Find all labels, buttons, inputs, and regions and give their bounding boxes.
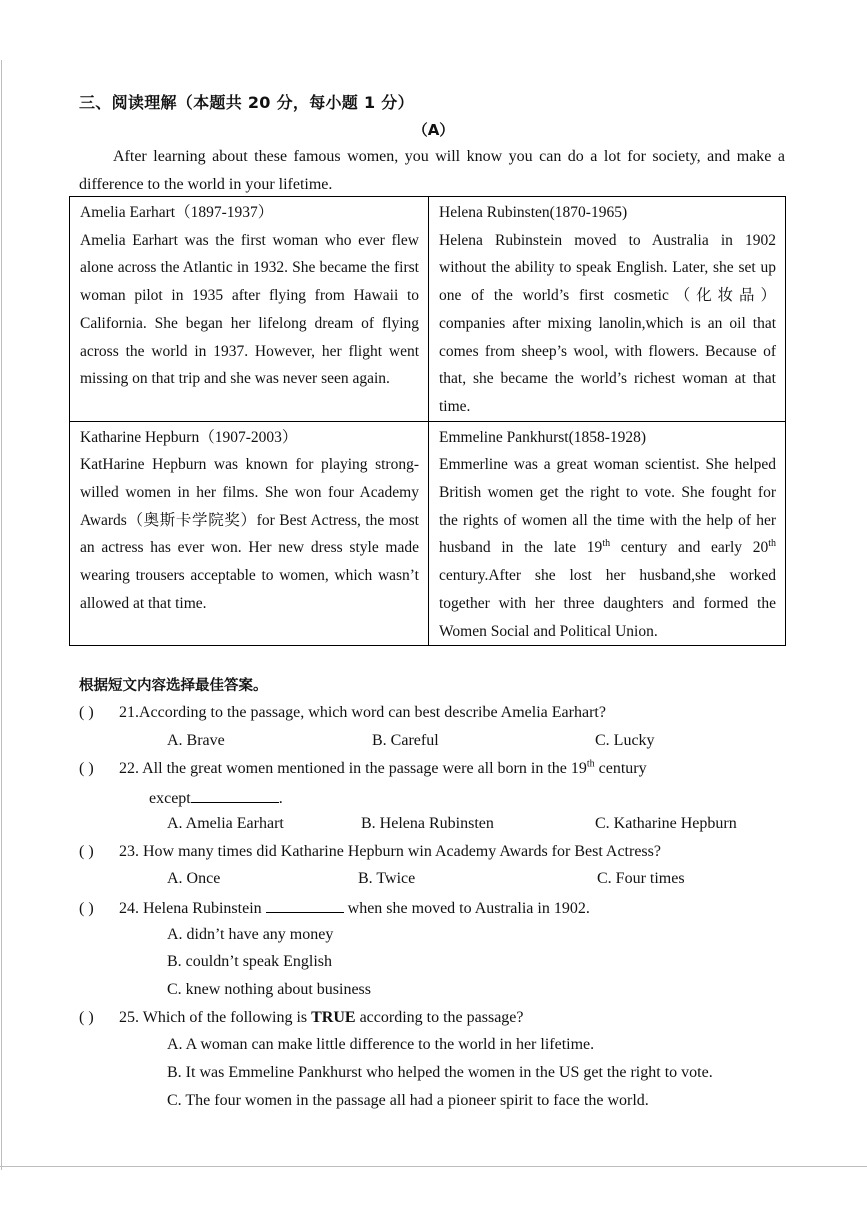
question-22 (79, 759, 647, 779)
question-text: . (278, 790, 283, 807)
question-text: 25. Which of the following is (119, 1009, 312, 1026)
profile-text-part: Emmerline was a great woman scientist. She helped British women get the right to vote. She fought for the rights of women all the time with the help of her husband in the late 19 (439, 456, 776, 557)
answer-blank[interactable]: ( ) (79, 760, 94, 777)
answer-blank[interactable]: ( ) (79, 704, 94, 721)
table-row (70, 421, 786, 646)
profiles-table (69, 196, 786, 646)
table-row (70, 197, 786, 422)
answer-blank[interactable]: ( ) (79, 1009, 94, 1026)
profile-cell-earhart (70, 197, 429, 422)
question-text: 21.According to the passage, which word can best describe Amelia Earhart? (119, 704, 606, 721)
option-b[interactable]: B. Twice (358, 870, 416, 887)
option-a[interactable]: A. Brave (167, 732, 225, 749)
profile-text-part: century.After she lost her husband,she worked together with her three daughters and formed the Women Social and Political Union. (439, 567, 776, 640)
question-21 (79, 703, 606, 723)
section-title: 三、阅读理解（本题共 20 分，每小题 1 分） (79, 93, 414, 112)
question-text: 23. How many times did Katharine Hepburn win Academy Awards for Best Actress? (119, 843, 661, 860)
option-b[interactable]: B. It was Emmeline Pankhurst who helped the women in the US get the right to vote. (167, 1064, 713, 1081)
answer-blank[interactable]: ( ) (79, 900, 94, 917)
option-c[interactable]: C. Four times (597, 870, 685, 887)
option-b[interactable]: B. Careful (372, 732, 439, 749)
profile-cell-pankhurst (429, 421, 786, 646)
page-left-border (1, 60, 2, 1170)
profile-text: Amelia Earhart was the first woman who ever flew alone across the Atlantic in 1932. She became the first woman pilot in 1935 after flying from Hawaii to California. She began her lifelong dream of flying across the world in 1937. However, her flight went missing on that trip and she was never seen again. (80, 231, 419, 388)
question-text: 22. All the great women mentioned in the passage were all born in the 19 (119, 760, 587, 777)
profile-text (439, 451, 776, 645)
question-text: when she moved to Australia in 1902. (343, 900, 590, 917)
instructions: 根据短文内容选择最佳答案。 (79, 678, 268, 694)
profile-cell-hepburn (70, 421, 429, 646)
question-text: according to the passage? (355, 1009, 524, 1026)
profile-name: Katharine Hepburn（1907-2003） (80, 428, 298, 446)
question-text: 24. Helena Rubinstein (119, 900, 266, 917)
passage-label: （A） (412, 121, 455, 139)
profile-name: Amelia Earhart（1897-1937） (80, 204, 274, 221)
profile-name: Emmeline Pankhurst(1858-1928) (439, 428, 647, 446)
profile-text: Helena Rubinstein moved to Australia in 1902 without the ability to speak English. Later, she set up one of the world’s first cosmetic（化妆品）companies after mixing lanolin,which is an oil that comes from sheep’s wool, with flowers. Because of that, she became the world’s richest woman at that time. (439, 231, 776, 415)
question-text: century (594, 760, 647, 777)
option-c[interactable]: C. Katharine Hepburn (595, 815, 737, 832)
page-bottom-border (0, 1166, 867, 1167)
question-25 (79, 1008, 524, 1028)
option-b[interactable]: B. couldn’t speak English (167, 953, 333, 970)
option-a[interactable]: A. Amelia Earhart (167, 815, 284, 832)
option-a[interactable]: A. Once (167, 870, 221, 887)
profile-name: Helena Rubinsten(1870-1965) (439, 204, 628, 221)
option-c[interactable]: C. knew nothing about business (167, 981, 371, 998)
option-a[interactable]: A. didn’t have any money (167, 926, 334, 943)
answer-blank[interactable]: ( ) (79, 843, 94, 860)
question-24 (79, 897, 590, 919)
question-text: except (149, 790, 191, 807)
option-c[interactable]: C. Lucky (595, 732, 655, 749)
question-22-continued (149, 787, 283, 809)
option-a[interactable]: A. A woman can make little difference to the world in her lifetime. (167, 1036, 595, 1053)
passage-intro: After learning about these famous women, you will know you can do a lot for society, and make a difference to the world in your lifetime. (79, 148, 785, 193)
emphasis-true: TRUE (311, 1009, 356, 1026)
question-23 (79, 842, 661, 862)
option-b[interactable]: B. Helena Rubinsten (361, 815, 494, 832)
option-c[interactable]: C. The four women in the passage all had a pioneer spirit to face the world. (167, 1092, 649, 1109)
superscript: th (602, 538, 611, 550)
profile-text: KatHarine Hepburn was known for playing strong-willed women in her films. She won four Academy Awards（奥斯卡学院奖）for Best Actress, the most an actress has ever won. Her new dress style made wearing trousers acceptable to women, which wasn’t allowed at that time. (80, 456, 419, 612)
superscript: th (768, 538, 776, 550)
fill-in-blank[interactable] (191, 787, 279, 803)
superscript: th (586, 758, 595, 770)
profile-cell-rubinstein (429, 197, 786, 422)
profile-text-part: century and early 20 (610, 539, 769, 557)
fill-in-blank[interactable] (266, 897, 344, 913)
